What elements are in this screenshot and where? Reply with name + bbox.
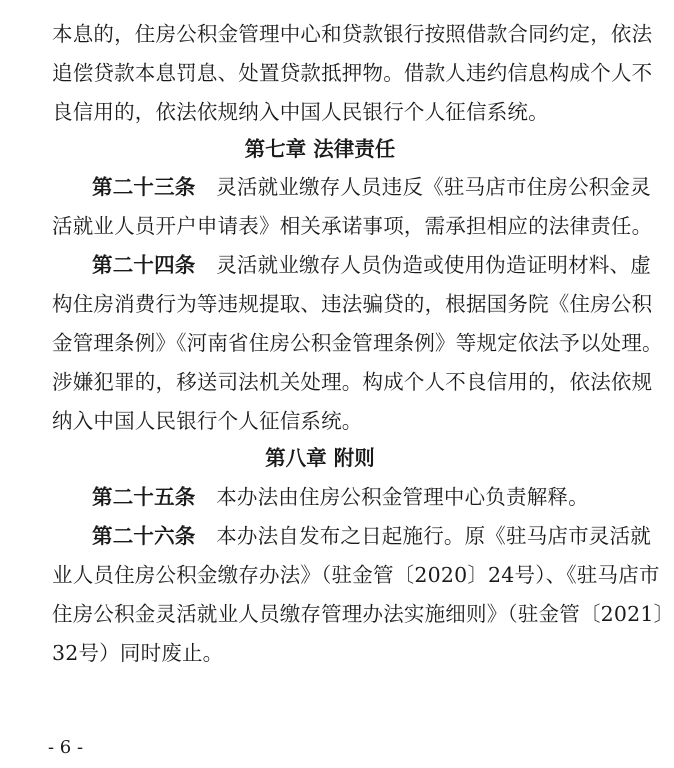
- article-first-line: [92, 251, 651, 279]
- article-text: 灵活就业缴存人员伪造或使用伪造证明材料、虚: [216, 253, 651, 277]
- paragraph-line: 构住房消费行为等违规提取、违法骗贷的，根据国务院《住房公积: [52, 292, 653, 316]
- chapter-heading: 第八章 附则: [265, 446, 375, 470]
- article-number: 第二十五条: [92, 485, 196, 509]
- paragraph-line: 本息的，住房公积金管理中心和贷款银行按照借款合同约定，依法: [52, 22, 653, 46]
- paragraph-line: 活就业人员开户申请表》相关承诺事项，需承担相应的法律责任。: [52, 214, 653, 238]
- paragraph-line: 业人员住房公积金缴存办法》（驻金管〔2020〕24号）、《驻马店市: [52, 563, 660, 587]
- paragraph-line: 涉嫌犯罪的，移送司法机关处理。构成个人不良信用的，依法依规: [52, 370, 653, 394]
- paragraph-line: 32号）同时废止。: [52, 641, 224, 665]
- article-first-line: [92, 173, 651, 201]
- article-text: 本办法由住房公积金管理中心负责解释。: [216, 485, 589, 509]
- paragraph-line: 金管理条例》《河南省住房公积金管理条例》等规定依法予以处理。: [52, 331, 663, 355]
- article-text: 灵活就业缴存人员违反《驻马店市住房公积金灵: [216, 175, 651, 199]
- article-number: 第二十四条: [92, 253, 196, 277]
- article-number: 第二十三条: [92, 175, 196, 199]
- paragraph-line: 良信用的，依法依规纳入中国人民银行个人征信系统。: [52, 100, 549, 124]
- article-text: 本办法自发布之日起施行。原《驻马店市灵活就: [216, 524, 651, 548]
- page-number: - 6 -: [48, 737, 84, 758]
- paragraph-line: 住房公积金灵活就业人员缴存管理办法实施细则》（驻金管〔2021〕: [52, 602, 674, 626]
- article-first-line: [92, 522, 651, 550]
- chapter-heading: 第七章 法律责任: [244, 137, 396, 161]
- article-first-line: [92, 483, 592, 511]
- paragraph-line: 纳入中国人民银行个人征信系统。: [52, 409, 363, 433]
- paragraph-line: 追偿贷款本息罚息、处置贷款抵押物。借款人违约信息构成个人不: [52, 61, 653, 85]
- article-number: 第二十六条: [92, 524, 196, 548]
